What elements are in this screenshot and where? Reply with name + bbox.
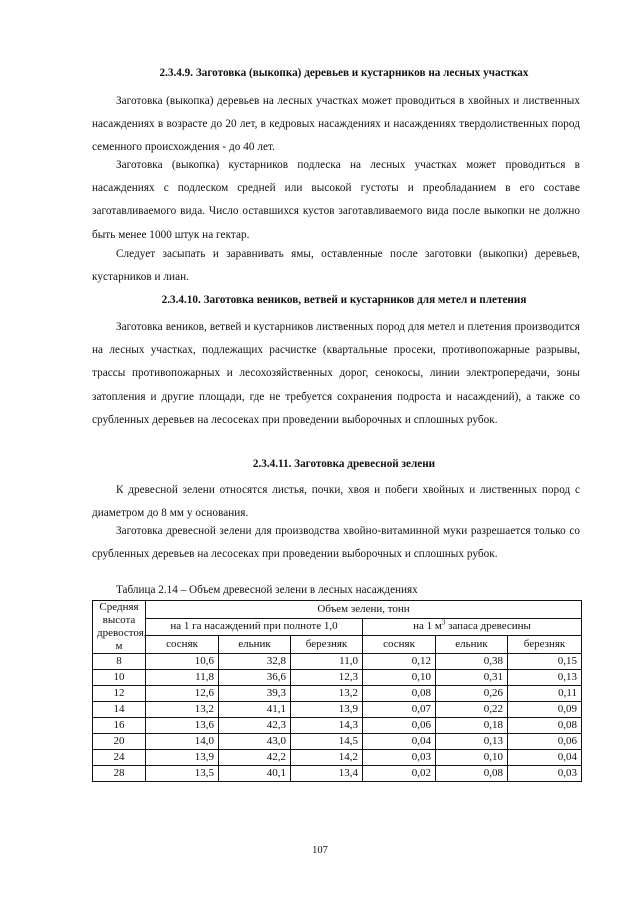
- value-cell: 13,5: [146, 766, 219, 782]
- section-heading-2-3-4-9: 2.3.4.9. Заготовка (выкопка) деревьев и кустарников на лесных участках: [159, 67, 529, 79]
- value-cell: 11,0: [291, 654, 363, 670]
- value-cell: 12,6: [146, 686, 219, 702]
- height-cell: 24: [93, 750, 146, 766]
- value-cell: 42,2: [219, 750, 291, 766]
- value-cell: 0,12: [363, 654, 436, 670]
- table-row: [93, 686, 582, 702]
- table-row: [93, 670, 582, 686]
- value-cell: 0,04: [508, 750, 582, 766]
- column-header: березняк: [291, 636, 363, 654]
- paragraph: Заготовка веников, ветвей и кустарников лиственных пород для метел и плетения производится на лесных участках, подлежащих расчистке (квартальные просеки, противопожарные разрывы, трассы противопожарных и лесохозяйственных дорог, сенокосы, линии электропередачи, зоны затопления и другие площади, где не требуется сохранения подроста и насаждений), а также со срубленных деревьев на лесосеках при проведении выборочных и сплошных рубок.: [92, 321, 580, 426]
- value-cell: 0,38: [436, 654, 508, 670]
- paragraph: Следует засыпать и заравнивать ямы, оставленные после заготовки (выкопки) деревьев, кустарников и лиан.: [92, 248, 580, 284]
- value-cell: 14,3: [291, 718, 363, 734]
- column-header: сосняк: [146, 636, 219, 654]
- height-cell: 14: [93, 702, 146, 718]
- value-cell: 42,3: [219, 718, 291, 734]
- value-cell: 43,0: [219, 734, 291, 750]
- value-cell: 0,10: [363, 670, 436, 686]
- value-cell: 0,03: [508, 766, 582, 782]
- value-cell: 11,8: [146, 670, 219, 686]
- value-cell: 0,10: [436, 750, 508, 766]
- table-row: [93, 750, 582, 766]
- column-header: ельник: [219, 636, 291, 654]
- table-row: [93, 702, 582, 718]
- paragraph: Заготовка (выкопка) деревьев на лесных участках может проводиться в хвойных и лиственных насаждениях в возрасте до 20 лет, в кедровых насаждениях и насаждениях твердолиственных пород семенного происхождения - до 40 лет.: [92, 95, 580, 154]
- paragraph: К древесной зелени относятся листья, почки, хвоя и побеги хвойных и лиственных пород с диаметром до 8 мм у основания.: [92, 484, 580, 520]
- page-number: 107: [312, 845, 328, 856]
- value-cell: 14,5: [291, 734, 363, 750]
- table-row: [93, 766, 582, 782]
- value-cell: 0,09: [508, 702, 582, 718]
- value-cell: 0,13: [436, 734, 508, 750]
- value-cell: 0,08: [508, 718, 582, 734]
- value-cell: 41,1: [219, 702, 291, 718]
- table-row: [93, 734, 582, 750]
- column-header: сосняк: [363, 636, 436, 654]
- height-cell: 10: [93, 670, 146, 686]
- value-cell: 0,03: [363, 750, 436, 766]
- value-cell: 0,06: [508, 734, 582, 750]
- height-cell: 16: [93, 718, 146, 734]
- value-cell: 0,15: [508, 654, 582, 670]
- value-cell: 10,6: [146, 654, 219, 670]
- table-row: [93, 654, 582, 670]
- value-cell: 14,0: [146, 734, 219, 750]
- value-cell: 0,11: [508, 686, 582, 702]
- value-cell: 36,6: [219, 670, 291, 686]
- subgroup-header-per-hectare: на 1 га насаждений при полноте 1,0: [146, 618, 363, 636]
- value-cell: 39,3: [219, 686, 291, 702]
- column-header: ельник: [436, 636, 508, 654]
- value-cell: 0,08: [363, 686, 436, 702]
- value-cell: 0,08: [436, 766, 508, 782]
- table-body: [93, 654, 582, 782]
- value-cell: 0,22: [436, 702, 508, 718]
- value-cell: 40,1: [219, 766, 291, 782]
- paragraph: Заготовка (выкопка) кустарников подлеска на лесных участках может проводиться в насаждениях с подлеском средней или высокой густоты и преобладанием в его составе заготавливаемого вида. Число оставшихся кустов заготавливаемого вида после выкопки не должно быть менее 1000 штук на гектар.: [92, 159, 580, 241]
- value-cell: 13,2: [146, 702, 219, 718]
- table-row: [93, 718, 582, 734]
- value-cell: 12,3: [291, 670, 363, 686]
- height-cell: 8: [93, 654, 146, 670]
- group-header: Объем зелени, тонн: [146, 601, 582, 619]
- value-cell: 0,07: [363, 702, 436, 718]
- column-header: березняк: [508, 636, 582, 654]
- value-cell: 14,2: [291, 750, 363, 766]
- row-header: Средняя высота древостоя, м: [93, 601, 146, 654]
- green-mass-table: [92, 600, 582, 782]
- height-cell: 12: [93, 686, 146, 702]
- section-heading-2-3-4-11: 2.3.4.11. Заготовка древесной зелени: [252, 458, 436, 470]
- value-cell: 0,26: [436, 686, 508, 702]
- table-caption: Таблица 2.14 – Объем древесной зелени в лесных насаждениях: [116, 584, 418, 596]
- value-cell: 0,02: [363, 766, 436, 782]
- value-cell: 0,06: [363, 718, 436, 734]
- value-cell: 13,4: [291, 766, 363, 782]
- value-cell: 0,31: [436, 670, 508, 686]
- section-heading-2-3-4-10: 2.3.4.10. Заготовка веников, ветвей и кустарников для метел и плетения: [161, 294, 527, 306]
- value-cell: 13,9: [291, 702, 363, 718]
- height-cell: 28: [93, 766, 146, 782]
- value-cell: 0,04: [363, 734, 436, 750]
- paragraph: Заготовка древесной зелени для производства хвойно-витаминной муки разрешается только со срубленных деревьев на лесосеках при проведении выборочных и сплошных рубок.: [92, 525, 580, 561]
- value-cell: 32,8: [219, 654, 291, 670]
- value-cell: 13,9: [146, 750, 219, 766]
- value-cell: 0,18: [436, 718, 508, 734]
- value-cell: 0,13: [508, 670, 582, 686]
- height-cell: 20: [93, 734, 146, 750]
- subgroup-header-per-cubic-meter: на 1 $м^3$ запаса древесины: [363, 618, 582, 636]
- value-cell: 13,6: [146, 718, 219, 734]
- value-cell: 13,2: [291, 686, 363, 702]
